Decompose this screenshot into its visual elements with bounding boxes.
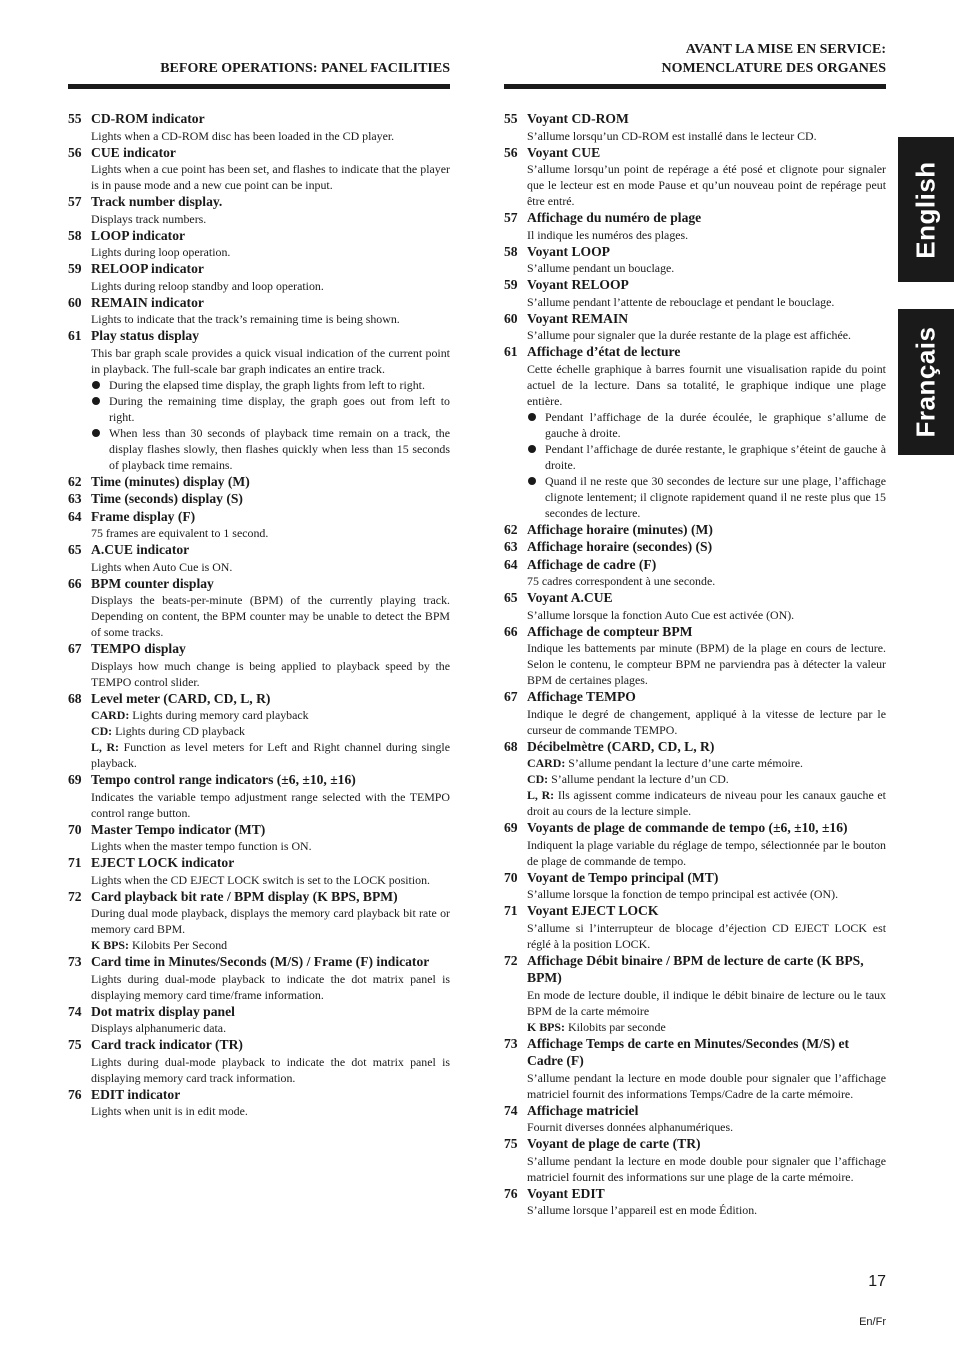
description-text: S’allume lorsqu’un CD-ROM est installé dans le lecteur CD.	[527, 128, 817, 143]
description-term: CARD:	[91, 708, 130, 722]
tab-francais-label: Français	[910, 326, 941, 438]
item-description	[91, 128, 450, 144]
item-heading	[68, 821, 450, 839]
description-term: CARD:	[527, 756, 566, 770]
list-item	[68, 508, 450, 542]
item-heading	[68, 1003, 450, 1021]
description-text: Lights during loop operation.	[91, 245, 231, 259]
list-item	[504, 589, 886, 623]
item-heading	[68, 1036, 450, 1054]
description-text: Lights when unit is in edit mode.	[91, 1104, 248, 1118]
item-title: CD-ROM indicator	[91, 111, 205, 126]
item-heading	[68, 1086, 450, 1104]
header-line: BEFORE OPERATIONS: PANEL FACILITIES	[160, 61, 450, 76]
description-text: Indiquent la plage variable du réglage de tempo, sélectionnée par le bouton de plage de commande de tempo.	[527, 837, 886, 868]
list-item	[68, 1003, 450, 1037]
item-heading	[504, 819, 886, 837]
description-text: Lights during CD playback	[115, 724, 245, 738]
item-number: 69	[504, 820, 518, 835]
item-description	[527, 987, 886, 1019]
list-item	[504, 538, 886, 556]
item-heading	[504, 556, 886, 574]
item-title: Voyant LOOP	[527, 243, 610, 259]
list-item	[504, 276, 886, 310]
item-heading	[68, 260, 450, 278]
list-item	[68, 193, 450, 227]
item-description	[91, 592, 450, 640]
description-text: Indicates the variable tempo adjustment range selected with the TEMPO control range button.	[91, 789, 450, 820]
item-number: 74	[68, 1003, 82, 1019]
list-item	[504, 343, 886, 521]
item-description	[527, 787, 886, 819]
item-title: REMAIN indicator	[91, 294, 204, 310]
item-description	[527, 755, 886, 771]
item-number: 58	[504, 243, 518, 259]
item-number: 75	[68, 1037, 82, 1052]
item-heading	[68, 854, 450, 872]
item-title: Voyant REMAIN	[527, 310, 629, 326]
description-text: Displays how much change is being applied to playback speed by the TEMPO control slider.	[91, 658, 450, 689]
item-heading	[68, 490, 450, 508]
item-heading	[504, 1185, 886, 1203]
list-item	[504, 1135, 886, 1185]
item-description	[91, 872, 450, 888]
description-text: Lights during memory card playback	[132, 708, 309, 722]
item-number: 64	[504, 556, 518, 572]
item-heading	[504, 623, 886, 641]
bullet-list	[527, 409, 886, 521]
item-number: 72	[504, 952, 518, 968]
description-text: En mode de lecture double, il indique le débit binaire de lecture ou le taux BPM de la carte mémoire	[527, 987, 886, 1018]
item-number: 68	[504, 738, 518, 754]
section-header	[504, 40, 886, 82]
description-text: S’allume lorsqu’un point de repérage a été posé et clignote pour signaler que le lecteur est en mode Pause et qu’un nouveau point de repérage peut être entré.	[527, 162, 886, 208]
item-number: 73	[68, 954, 82, 969]
item-number: 68	[68, 690, 82, 706]
bullet-item: Quand il ne reste que 30 secondes de lecture sur une plage, l’affichage clignote lentement; il clignote rapidement quand il ne reste plus que 15 secondes de lecture.	[527, 473, 886, 521]
item-number: 65	[68, 542, 82, 557]
item-heading	[504, 688, 886, 706]
item-title: Level meter (CARD, CD, L, R)	[91, 690, 271, 706]
description-text: Fournit diverses données alphanumériques.	[527, 1120, 734, 1134]
description-text: Lights when a cue point has been set, and flashes to indicate that the player is in pause mode and a new cue point can be input.	[91, 162, 450, 192]
item-description	[91, 658, 450, 690]
item-description	[91, 789, 450, 821]
item-heading	[504, 310, 886, 328]
item-heading	[504, 209, 886, 227]
list-item	[68, 227, 450, 261]
description-text: Kilobits par seconde	[567, 1019, 666, 1034]
description-text: S’allume pour signaler que la durée restante de la plage est affichée.	[527, 328, 851, 342]
list-item	[68, 575, 450, 641]
item-number: 69	[68, 772, 82, 787]
item-title: Voyant EDIT	[527, 1185, 605, 1201]
item-title: LOOP indicator	[91, 227, 186, 243]
list-item	[504, 869, 886, 903]
item-description	[527, 1202, 886, 1218]
list-item	[504, 819, 886, 869]
item-title: Play status display	[91, 328, 200, 343]
item-description	[91, 1020, 450, 1036]
item-title: Voyants de plage de commande de tempo (±6, ±10, ±16)	[527, 820, 848, 835]
item-number: 59	[68, 261, 82, 276]
tab-english-label: English	[910, 160, 941, 259]
item-number: 71	[68, 855, 82, 870]
item-description	[527, 837, 886, 869]
list-item	[504, 144, 886, 210]
item-number: 55	[68, 111, 82, 126]
item-number: 72	[68, 888, 82, 904]
description-text: Lights when the CD EJECT LOCK switch is set to the LOCK position.	[91, 872, 430, 887]
item-number: 59	[504, 277, 518, 292]
item-number: 63	[504, 539, 518, 554]
description-text: Lights during dual-mode playback to indicate the dot matrix panel is displaying memory card track information.	[91, 1054, 450, 1085]
item-heading	[68, 473, 450, 491]
item-number: 64	[68, 508, 82, 524]
item-description	[91, 345, 450, 377]
description-text: S’allume pendant la lecture en mode double pour signaler que l’affichage matriciel fournit des informations Temps/Cadre de la carte mémoire.	[527, 1070, 886, 1101]
item-title: Card time in Minutes/Seconds (M/S) / Frame (F) indicator	[91, 954, 430, 969]
list-item	[504, 110, 886, 144]
list-item	[68, 327, 450, 473]
description-text: Lights when the master tempo function is ON.	[91, 839, 312, 853]
description-text: S’allume pendant la lecture d’un CD.	[551, 772, 729, 786]
bullet-item: During the elapsed time display, the graph lights from left to right.	[91, 377, 450, 393]
item-title: Affichage Débit binaire / BPM de lecture de carte (K BPS, BPM)	[527, 952, 864, 985]
item-heading	[504, 589, 886, 607]
item-description	[91, 278, 450, 294]
description-term: L, R:	[527, 788, 555, 802]
item-heading	[68, 110, 450, 128]
item-title: Card playback bit rate / BPM display (K BPS, BPM)	[91, 888, 398, 904]
description-text: Lights during dual-mode playback to indicate the dot matrix panel is displaying memory card time/frame information.	[91, 971, 450, 1002]
list-item	[68, 854, 450, 888]
item-title: EJECT LOCK indicator	[91, 855, 235, 870]
item-number: 57	[68, 194, 82, 209]
item-title: BPM counter display	[91, 575, 214, 591]
description-text: Function as level meters for Left and Right channel during single playback.	[91, 740, 450, 770]
description-text: 75 frames are equivalent to 1 second.	[91, 526, 269, 540]
item-title: Affichage horaire (minutes) (M)	[527, 521, 713, 537]
item-title: Affichage de compteur BPM	[527, 623, 693, 639]
item-description	[527, 706, 886, 738]
item-title: Master Tempo indicator (MT)	[91, 821, 266, 837]
item-heading	[68, 888, 450, 906]
item-heading	[504, 1035, 886, 1070]
list-item	[68, 1036, 450, 1086]
description-term: K BPS:	[91, 938, 129, 952]
list-item	[68, 771, 450, 821]
tab-english	[898, 137, 954, 282]
description-text: S’allume lorsque l’appareil est en mode Édition.	[527, 1203, 758, 1217]
item-description	[527, 260, 886, 276]
item-heading	[504, 276, 886, 294]
description-text: Lights to indicate that the track’s remaining time is being shown.	[91, 312, 400, 326]
list-item	[504, 688, 886, 738]
item-heading	[504, 110, 886, 128]
item-title: Dot matrix display panel	[91, 1003, 235, 1019]
item-title: Affichage Temps de carte en Minutes/Secondes (M/S) et Cadre (F)	[527, 1035, 850, 1068]
description-text: S’allume si l’interrupteur de blocage d’éjection CD EJECT LOCK est réglé à la position LOCK.	[527, 920, 886, 951]
bullet-item: When less than 30 seconds of playback time remain on a track, the display flashes slowly, then flashes quickly when less than 15 seconds of playback time remains.	[91, 425, 450, 473]
item-heading	[68, 227, 450, 245]
item-title: Card track indicator (TR)	[91, 1037, 243, 1052]
item-heading	[68, 193, 450, 211]
item-heading	[68, 953, 450, 971]
item-heading	[68, 575, 450, 593]
item-description	[91, 1103, 450, 1119]
list-item	[68, 541, 450, 575]
list-item	[68, 110, 450, 144]
description-text: S’allume lorsque la fonction de tempo principal est activée (ON).	[527, 887, 839, 901]
item-description	[527, 573, 886, 589]
item-number: 57	[504, 210, 518, 225]
item-heading	[504, 538, 886, 556]
list-item	[68, 260, 450, 294]
item-title: Voyant EJECT LOCK	[527, 903, 659, 918]
item-description	[91, 559, 450, 575]
item-number: 70	[504, 869, 518, 885]
description-term: CD:	[527, 772, 549, 786]
item-list	[68, 110, 450, 1119]
item-description	[91, 161, 450, 193]
list-item	[68, 953, 450, 1003]
item-title: TEMPO display	[91, 641, 186, 656]
list-item	[68, 640, 450, 690]
description-text: Displays the beats-per-minute (BPM) of the currently playing track. Depending on content, the BPM counter may be unable to detect the BPM of some tracks.	[91, 593, 450, 639]
item-description	[527, 607, 886, 623]
item-number: 56	[504, 144, 518, 160]
item-number: 63	[68, 491, 82, 506]
item-description	[527, 1119, 886, 1135]
description-text: Lights when Auto Cue is ON.	[91, 559, 233, 574]
header-line: NOMENCLATURE DES ORGANES	[661, 61, 886, 76]
description-text: Il indique les numéros des plages.	[527, 227, 689, 242]
item-description	[527, 294, 886, 310]
description-text: This bar graph scale provides a quick visual indication of the current point in playback. The full-scale bar graph indicates an entire track.	[91, 345, 450, 376]
item-heading	[504, 521, 886, 539]
item-number: 61	[68, 328, 82, 343]
item-number: 75	[504, 1136, 518, 1151]
item-number: 70	[68, 821, 82, 837]
item-number: 67	[504, 689, 518, 704]
item-title: Tempo control range indicators (±6, ±10, ±16)	[91, 772, 356, 787]
item-heading	[68, 771, 450, 789]
tab-francais	[898, 309, 954, 455]
description-text: S’allume pendant l’attente de rebouclage et pendant le bouclage.	[527, 294, 835, 309]
item-number: 76	[68, 1086, 82, 1102]
description-text: Ils agissent comme indicateurs de niveau pour les canaux gauche et droit au cours de la lecture simple.	[527, 788, 886, 818]
item-title: Track number display.	[91, 194, 223, 209]
item-heading	[68, 294, 450, 312]
item-heading	[504, 902, 886, 920]
list-item	[504, 556, 886, 590]
list-item	[68, 821, 450, 855]
item-title: Affichage de cadre (F)	[527, 556, 657, 572]
description-text: Lights when a CD-ROM disc has been loaded in the CD player.	[91, 128, 395, 143]
item-description	[527, 327, 886, 343]
item-description	[527, 227, 886, 243]
bullet-list	[91, 377, 450, 473]
item-title: Décibelmètre (CARD, CD, L, R)	[527, 738, 715, 754]
list-item	[68, 144, 450, 194]
description-text: During dual mode playback, displays the memory card playback bit rate or memory card BPM.	[91, 906, 450, 936]
description-term: K BPS:	[527, 1019, 565, 1034]
item-number: 62	[504, 521, 518, 537]
item-description	[91, 937, 450, 953]
item-number: 66	[504, 623, 518, 639]
description-text: 75 cadres correspondent à une seconde.	[527, 574, 716, 588]
item-title: A.CUE indicator	[91, 542, 190, 557]
description-text: S’allume pendant un bouclage.	[527, 261, 675, 275]
item-heading	[68, 690, 450, 708]
bullet-item: During the remaining time display, the graph goes out from left to right.	[91, 393, 450, 425]
header-rule	[68, 84, 450, 89]
item-heading	[68, 508, 450, 526]
bullet-item: Pendant l’affichage de la durée écoulée, le graphique s’allume de gauche à droite.	[527, 409, 886, 441]
list-item	[504, 1035, 886, 1102]
list-item	[68, 473, 450, 491]
item-title: Voyant CD-ROM	[527, 111, 629, 126]
item-title: RELOOP indicator	[91, 261, 204, 276]
item-description	[91, 905, 450, 937]
item-heading	[68, 144, 450, 162]
description-text: Displays alphanumeric data.	[91, 1021, 227, 1035]
item-description	[527, 1153, 886, 1185]
description-text: Lights during reloop standby and loop operation.	[91, 278, 324, 293]
list-item	[68, 490, 450, 508]
item-description	[91, 1054, 450, 1086]
list-item	[504, 902, 886, 952]
list-item	[504, 952, 886, 1035]
list-item	[504, 310, 886, 344]
item-number: 60	[68, 294, 82, 310]
list-item	[504, 521, 886, 539]
description-text: Indique les battements par minute (BPM) de la plage en cours de lecture. Selon le contenu, le compteur BPM ne parviendra pas à détecter la valeur BPM de certaines plages.	[527, 641, 886, 687]
item-heading	[504, 243, 886, 261]
bullet-item: Pendant l’affichage de durée restante, le graphique s’éteint de gauche à droite.	[527, 441, 886, 473]
header-rule	[504, 84, 886, 89]
item-number: 55	[504, 111, 518, 126]
item-title: Voyant de plage de carte (TR)	[527, 1136, 701, 1151]
item-heading	[504, 952, 886, 987]
item-heading	[504, 343, 886, 361]
item-title: Voyant A.CUE	[527, 590, 613, 605]
item-description	[91, 707, 450, 723]
item-title: Affichage d’état de lecture	[527, 344, 681, 359]
item-title: Affichage horaire (secondes) (S)	[527, 539, 713, 554]
list-item	[68, 1086, 450, 1120]
item-heading	[504, 1102, 886, 1120]
item-number: 71	[504, 903, 518, 918]
list-item	[68, 294, 450, 328]
item-title: Time (seconds) display (S)	[91, 491, 243, 506]
item-description	[527, 161, 886, 209]
section-header	[68, 59, 450, 101]
item-title: Voyant RELOOP	[527, 277, 629, 292]
item-description	[91, 211, 450, 227]
list-item	[68, 690, 450, 772]
item-description	[527, 771, 886, 787]
item-number: 67	[68, 641, 82, 656]
item-list	[504, 110, 886, 1218]
item-title: Voyant de Tempo principal (MT)	[527, 869, 719, 885]
item-title: Voyant CUE	[527, 144, 601, 160]
item-title: Frame display (F)	[91, 508, 196, 524]
list-item	[68, 888, 450, 954]
page-number: 17	[868, 1273, 886, 1290]
description-text: Kilobits Per Second	[131, 938, 228, 952]
list-item	[504, 243, 886, 277]
description-term: L, R:	[91, 740, 120, 754]
item-description	[527, 1070, 886, 1102]
description-text: Cette échelle graphique à barres fournit une visualisation rapide du point actuel de la lecture. Dans sa totalité, le graphique indique une plage entière.	[527, 361, 886, 408]
list-item	[504, 738, 886, 820]
item-description	[527, 920, 886, 952]
item-heading	[68, 541, 450, 559]
item-title: Affichage TEMPO	[527, 689, 636, 704]
item-number: 76	[504, 1185, 518, 1201]
list-item	[504, 1102, 886, 1136]
item-description	[91, 971, 450, 1003]
language-code: En/Fr	[859, 1316, 886, 1328]
item-description	[527, 1019, 886, 1035]
item-number: 56	[68, 144, 82, 160]
item-description	[527, 128, 886, 144]
item-title: EDIT indicator	[91, 1086, 181, 1102]
item-description	[91, 311, 450, 327]
item-heading	[504, 738, 886, 756]
list-item	[504, 623, 886, 689]
item-description	[91, 525, 450, 541]
list-item	[504, 209, 886, 243]
item-description	[527, 640, 886, 688]
item-number: 62	[68, 473, 82, 489]
item-number: 58	[68, 227, 82, 243]
item-number: 73	[504, 1035, 518, 1051]
item-heading	[504, 144, 886, 162]
description-text: Displays track numbers.	[91, 211, 207, 226]
description-text: S’allume pendant la lecture en mode double pour signaler que l’affichage matriciel fournit des informations sur une plage de la carte mémoire.	[527, 1153, 886, 1184]
item-title: Time (minutes) display (M)	[91, 473, 250, 489]
item-number: 74	[504, 1102, 518, 1118]
item-heading	[504, 1135, 886, 1153]
list-item	[504, 1185, 886, 1219]
item-title: Affichage du numéro de plage	[527, 210, 702, 225]
item-description	[527, 361, 886, 409]
item-number: 60	[504, 310, 518, 326]
item-description	[527, 886, 886, 902]
item-title: Affichage matriciel	[527, 1102, 639, 1118]
item-number: 65	[504, 590, 518, 605]
item-description	[91, 244, 450, 260]
description-text: S’allume pendant la lecture d’une carte mémoire.	[568, 756, 804, 770]
item-heading	[68, 327, 450, 345]
item-description	[91, 838, 450, 854]
item-heading	[68, 640, 450, 658]
item-description	[91, 739, 450, 771]
item-number: 61	[504, 344, 518, 359]
description-term: CD:	[91, 724, 113, 738]
item-heading	[504, 869, 886, 887]
item-number: 66	[68, 575, 82, 591]
item-description	[91, 723, 450, 739]
item-title: CUE indicator	[91, 144, 176, 160]
description-text: Indique le degré de changement, appliqué à la vitesse de lecture par le curseur de commande TEMPO.	[527, 706, 886, 737]
header-line: AVANT LA MISE EN SERVICE:	[685, 42, 886, 57]
description-text: S’allume lorsque la fonction Auto Cue est activée (ON).	[527, 607, 795, 622]
